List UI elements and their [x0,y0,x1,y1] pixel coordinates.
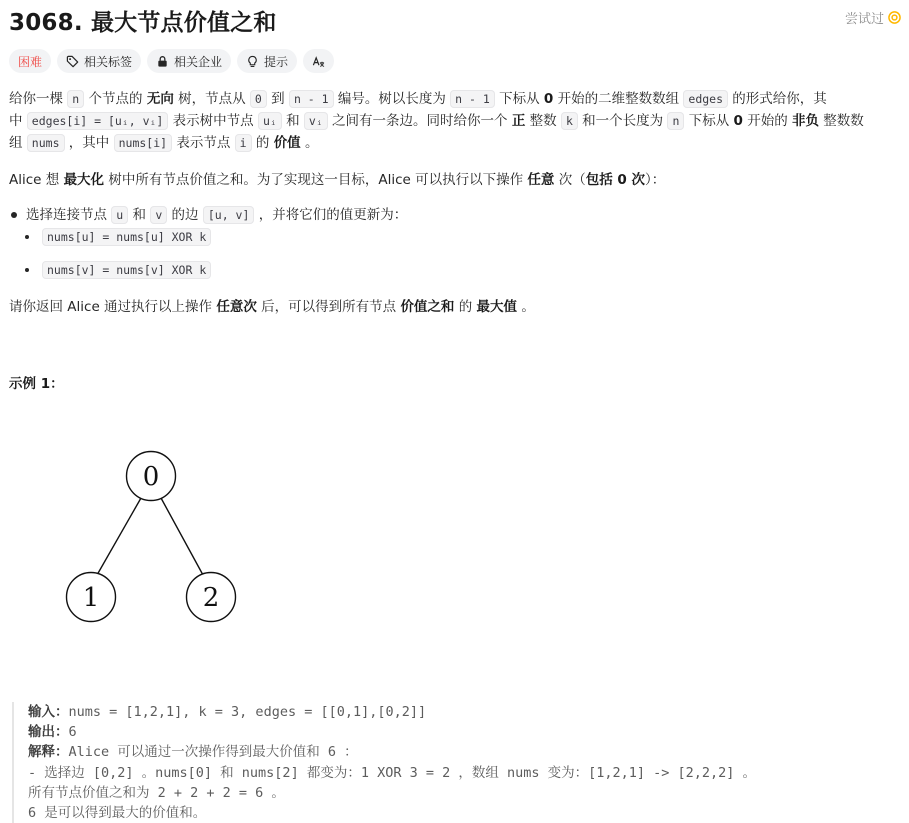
bold-text: 非负 [792,113,820,129]
input-label: 输入： [28,704,69,720]
text: 下标从 [494,91,544,107]
bold-text: 最大值 [476,299,518,315]
inline-code: vᵢ [304,112,328,130]
inline-code: nums [27,134,65,152]
difficulty-badge[interactable]: 困难 [9,49,51,73]
hint-label: 提示 [264,54,289,69]
text: 的形式给你，其 [728,91,827,107]
list-item [9,226,407,248]
translate-button[interactable] [303,49,334,73]
text: 编号。树以长度为 [333,91,451,107]
text: 请你返回 Alice 通过执行以上操作 [9,299,217,315]
inline-code: nums[u] = nums[u] XOR k [42,228,211,246]
inline-code: i [235,134,252,152]
tree-node-label: 0 [142,462,160,492]
list-item [9,204,407,226]
text: ）： [645,172,666,188]
text: 表示树中节点 [168,113,258,129]
bold-text: 任意 [527,172,555,188]
tree-node-label: 1 [82,583,100,613]
related-companies-label: 相关企业 [174,54,223,69]
text: 的 [251,135,274,151]
bold-text: 0 [543,91,554,107]
problem-description [9,88,889,191]
tree-node-label: 2 [202,583,220,613]
inline-code: n - 1 [450,90,495,108]
inline-code: 0 [250,90,267,108]
inline-code: nums[i] [114,134,172,152]
explain-line: 所有节点价值之和为 2 + 2 + 2 = 6 。 [28,784,285,801]
text: 选择连接节点 [26,207,112,223]
text: 表示节点 [172,135,235,151]
tag-icon [66,55,79,68]
bold-text: 价值 [273,135,301,151]
text: 整数数 [819,113,864,129]
example-title: 示例 1： [9,376,64,392]
text: 开始的二维整数数组 [553,91,684,107]
text: 。 [517,299,535,315]
inline-code: n - 1 [289,90,334,108]
text: 和 [281,113,304,129]
inline-code: k [561,112,578,130]
text: 开始的 [742,113,793,129]
text: Alice 想 [9,172,64,188]
bold-text: 无向 [146,91,174,107]
tree-edge-0-1 [97,498,141,575]
list-item [9,259,407,281]
bold-text: 包括 0 次 [585,172,645,188]
hint-button[interactable] [237,49,297,73]
problem-title: 3068. 最大节点价值之和 [9,10,277,36]
related-companies-button[interactable] [147,49,231,73]
tried-status-icon [888,11,901,24]
bold-text: 最大化 [63,172,105,188]
description-paragraph-3 [9,296,889,318]
bold-text: 任意次 [216,299,257,315]
text: 到 [266,91,289,107]
text: 整数 [525,113,561,129]
inline-code: [u, v] [203,206,255,224]
tree-edge-0-2 [161,498,203,575]
text: 树，节点从 [173,91,250,107]
text: 和 [128,207,151,223]
text: 后，可以得到所有节点 [256,299,401,315]
text: 中 [9,113,27,129]
output-label: 输出： [28,724,69,741]
inline-code: nums[v] = nums[v] XOR k [42,261,211,279]
related-tags-label: 相关标签 [84,54,133,69]
example-tree-diagram [56,448,256,628]
explain-line: - 选择边 [0,2] 。nums[0] 和 nums[2] 都变为：1 XOR 3 = 2 ，数组 nums 变为：[1,2,1] -> [2,2,2] 。 [28,764,757,781]
output-value: 6 [68,724,77,741]
text: 下标从 [684,113,734,129]
explain-line: 6 是可以得到最大的价值和。 [28,805,207,822]
text: 。 [300,135,319,151]
inline-code: n [67,90,84,108]
text: ，并将它们的值更新为： [254,207,408,223]
text: 的边 [167,207,203,223]
explain-value: Alice 可以通过一次操作得到最大价值和 6 ： [68,744,358,761]
text: 组 [9,135,27,151]
tried-label: 尝试过 [844,12,884,27]
description-paragraph-2 [9,169,889,191]
bold-text: 价值之和 [400,299,455,315]
bold-text: 正 [511,113,526,129]
related-tags-button[interactable] [57,49,141,73]
inline-code: u [111,206,128,224]
lightbulb-icon [246,55,259,68]
explain-label: 解释： [28,744,69,761]
text: 树中所有节点价值之和。为了实现这一目标，Alice 可以执行以下操作 [104,172,528,188]
translate-icon [312,55,325,68]
text: 次（ [554,172,586,188]
description-paragraph-3-wrap [9,296,889,318]
description-paragraph-1 [9,88,889,154]
inline-code: v [150,206,167,224]
lock-icon [156,55,169,68]
text: 和一个长度为 [577,113,668,129]
text: 个节点的 [84,91,147,107]
inline-code: edges [683,90,728,108]
bold-text: 0 [733,113,743,129]
inline-code: edges[i] = [uᵢ, vᵢ] [27,112,169,130]
inline-code: n [667,112,684,130]
text: 给你一棵 [9,91,68,107]
operation-list [9,204,407,281]
tried-status[interactable] [845,8,901,27]
text: 之间有一条边。同时给你一个 [327,113,512,129]
tag-bar [9,49,334,73]
text: ，其中 [64,135,114,151]
text: 的 [454,299,477,315]
example-block [12,702,908,823]
inline-code: uᵢ [258,112,282,130]
input-value: nums = [1,2,1], k = 3, edges = [[0,1],[0,2]] [68,704,427,720]
